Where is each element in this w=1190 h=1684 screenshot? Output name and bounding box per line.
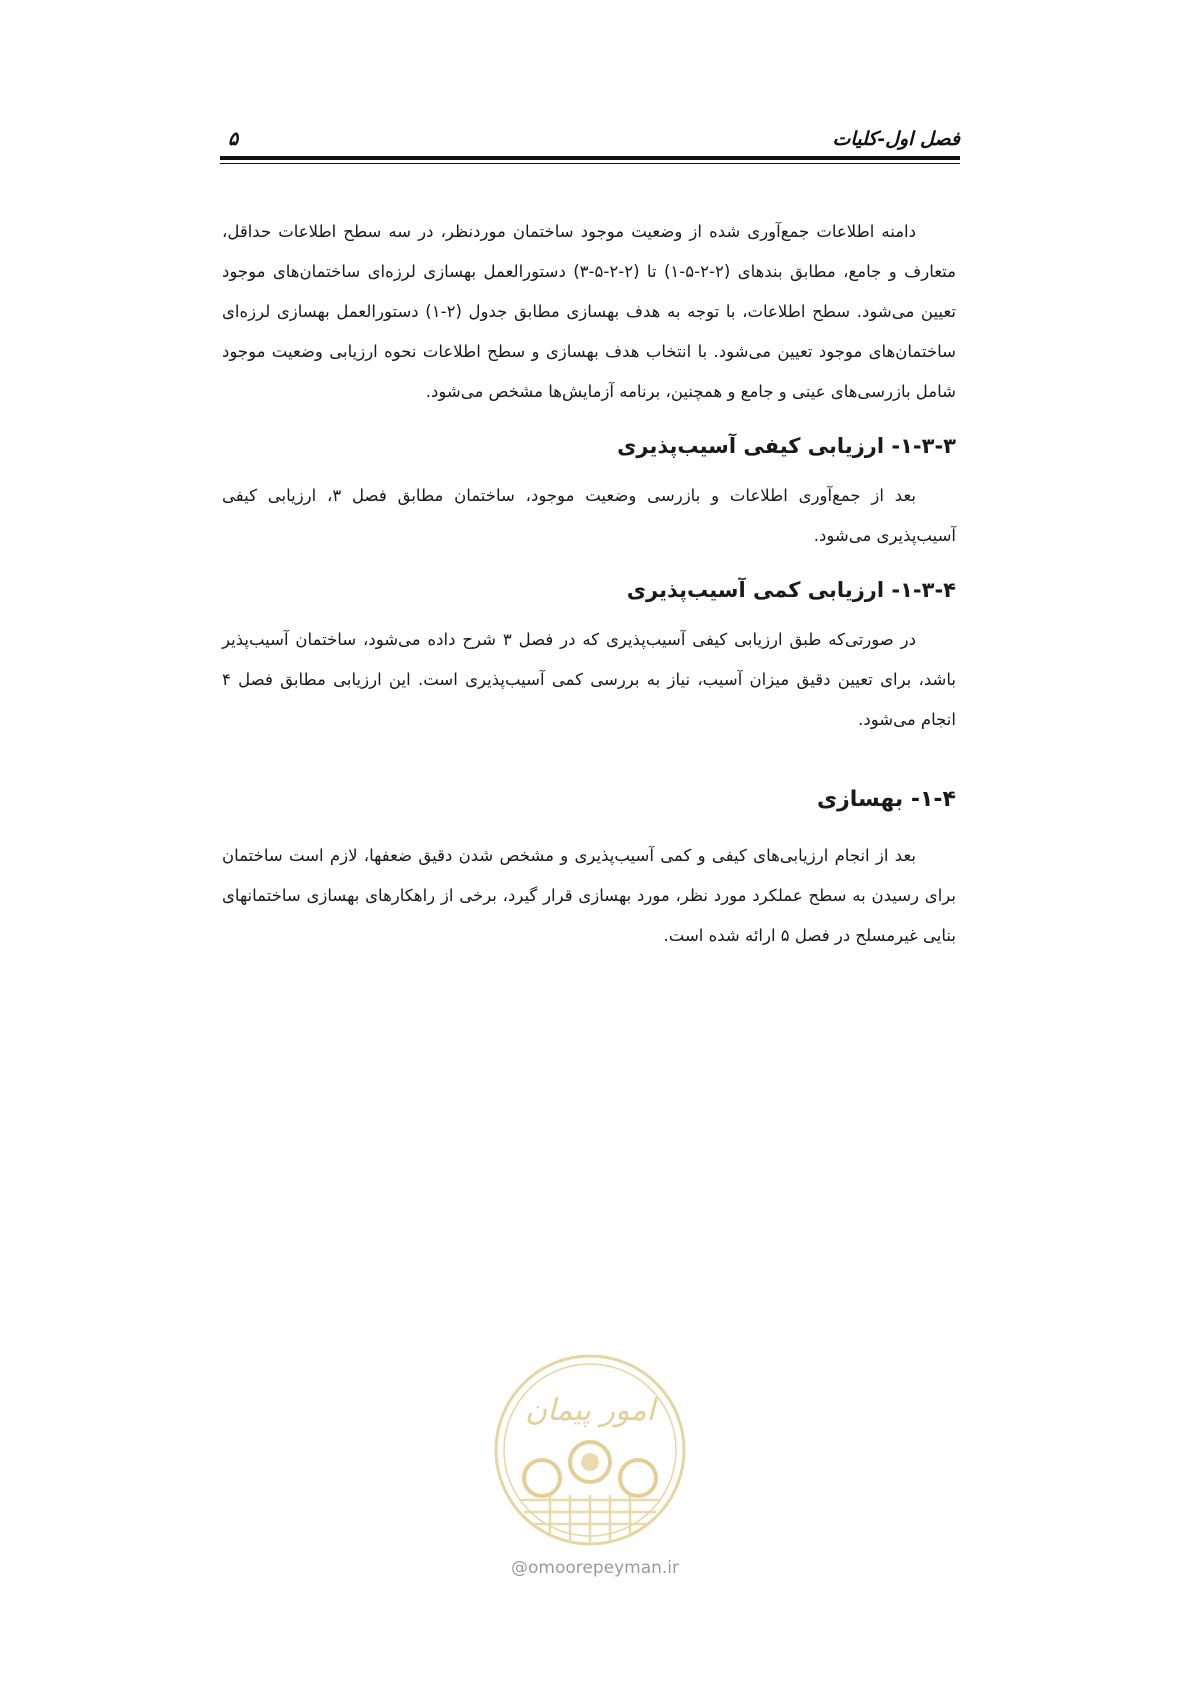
header-rule-thick [220,156,960,160]
section-paragraph-1-3-4: در صورتی‌که طبق ارزیابی کیفی آسیب‌پذیری که در فصل ۳ شرح داده می‌شود، ساختمان آسیب‌پذیر باشد، برای تعیین دقیق میزان آسیب، نیاز به بررسی کمی آسیب‌پذیری است. این ارزیابی مطابق فصل ۴ انجام می‌شود. [222,630,956,729]
page-number: ۵ [228,128,239,150]
page-content [222,212,956,956]
section-heading-1-3-3: ۱-۳-۳- ارزیابی کیفی آسیب‌پذیری [617,434,956,458]
intro-paragraph: دامنه اطلاعات جمع‌آوری شده از وضعیت موجود ساختمان موردنظر، در سه سطح اطلاعات حداقل، متعارف و جامع، مطابق بندهای (۲-۲-۵-۱) تا (۲-۲-۵-۳) دستورالعمل بهسازی لرزه‌ای ساختمان‌های موجود تعیین می‌شود. سطح اطلاعات، با توجه به هدف بهسازی مطابق جدول (۲-۱) دستورالعمل بهسازی لرزه‌ای ساختمان‌های موجود تعیین می‌شود. با انتخاب هدف بهسازی و سطح اطلاعات نحوه ارزیابی وضعیت موجود شامل بازرسی‌های عینی و جامع و همچنین، برنامه آزمایش‌ها مشخص می‌شود. [222,222,957,401]
watermark-url: @omoorepeyman.ir [510,1558,680,1578]
seal-logo-text: امور پیمان [525,1393,655,1428]
chapter-title: فصل اول-کلیات [832,128,960,150]
section-paragraph-1-4: بعد از انجام ارزیابی‌های کیفی و کمی آسیب‌پذیری و مشخص شدن دقیق ضعفها، لازم است ساختمان برای رسیدن به سطح عملکرد مورد نظر، مورد بهسازی قرار گیرد، برخی از راهکارهای بهسازی ساختمانهای بنایی غیرمسلح در فصل ۵ ارائه شده است. [222,846,956,945]
header-rule-thin [220,163,960,164]
section-heading-1-3-4: ۱-۳-۴- ارزیابی کمی آسیب‌پذیری [626,578,956,602]
section-heading-1-4: ۱-۴- بهسازی [816,787,956,812]
section-paragraph-1-3-3: بعد از جمع‌آوری اطلاعات و بازرسی وضعیت موجود، ساختمان مطابق فصل ۳، ارزیابی کیفی آسیب‌پذیری می‌شود. [222,486,956,545]
watermark-seal-logo [490,1350,690,1550]
page-header [220,120,960,150]
